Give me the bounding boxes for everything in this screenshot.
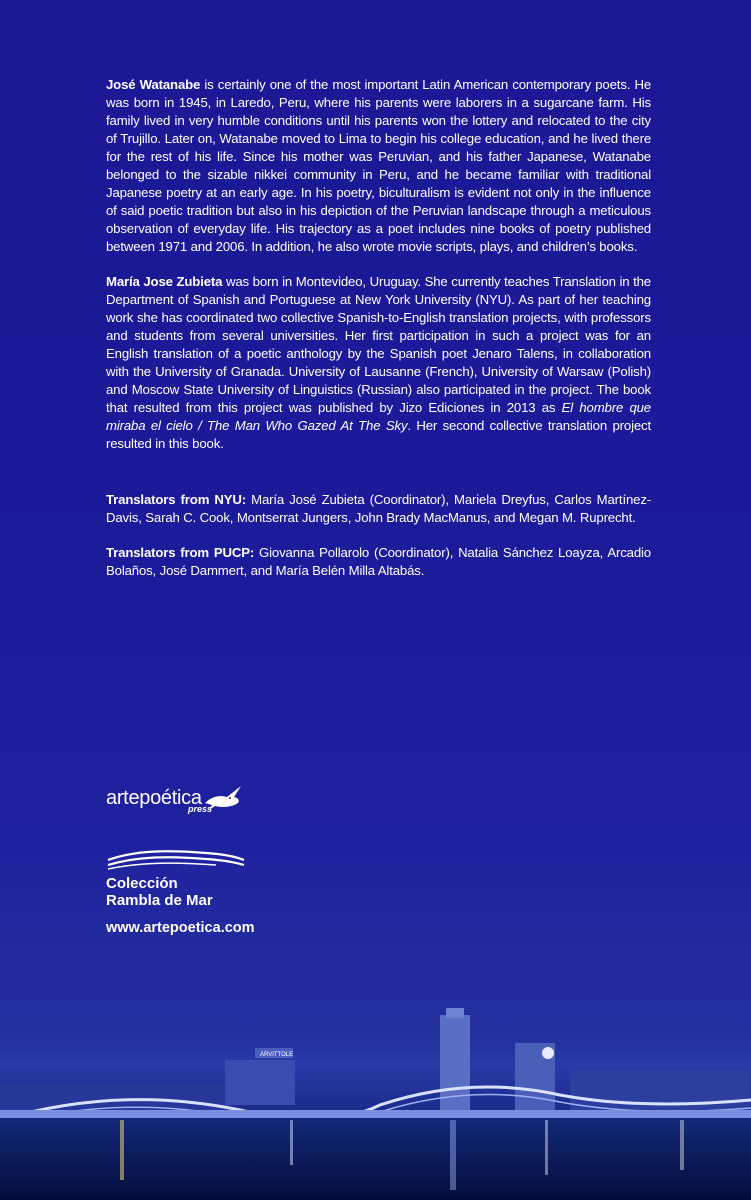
collection-line-2: Rambla de Mar bbox=[106, 892, 213, 909]
translators-nyu bbox=[106, 491, 651, 527]
translators-pucp-label: Translators from PUCP: bbox=[106, 545, 255, 560]
back-cover-text bbox=[106, 76, 651, 597]
zubieta-bio bbox=[106, 273, 651, 453]
publisher-name: artepoética bbox=[106, 787, 202, 809]
watanabe-bio bbox=[106, 76, 651, 256]
zubieta-bio-text: was born in Montevideo, Uruguay. She currently teaches Translation in the Department of Spanish and Portuguese at New York University (NYU). As part of her teaching work she has coordinated two collective Spanish-to-English translation projects, with professors and students from several universities. Her first participation in such a project was for an English translation of a poetic anthology by the Spanish poet Jenaro Talens, in collaboration with the University of Granada. University of Lausanne (French), University of Warsaw (Polish) and Moscow State University of Linguistics (Russian) also participated in the project. The book that resulted from this project was published by Jizo Ediciones in 2013 as bbox=[106, 274, 651, 415]
cityscape-image bbox=[0, 960, 751, 1200]
translators-nyu-label: Translators from NYU: bbox=[106, 492, 247, 507]
collection-block bbox=[106, 848, 246, 909]
building-sign: ARVITTOLE bbox=[260, 1052, 294, 1058]
publisher-logo bbox=[106, 783, 244, 814]
zubieta-name: María Jose Zubieta bbox=[106, 274, 223, 289]
translators-pucp bbox=[106, 544, 651, 580]
website-link[interactable]: www.artepoetica.com bbox=[106, 920, 255, 936]
watanabe-name: José Watanabe bbox=[106, 77, 201, 92]
translators-pucp-names: Giovanna Pollarolo (Coordinator), Natalia Sánchez Loayza, Arcadio Bolaños, José Dammert, and María Belén Milla Altabás. bbox=[106, 545, 651, 578]
translators-nyu-names: María José Zubieta (Coordinator), Mariela Dreyfus, Carlos Martínez-Davis, Sarah C. Cook, Montserrat Jungers, John Brady MacManus, and Megan M. Ruprecht. bbox=[106, 492, 652, 525]
book-title: El hombre que miraba el cielo / The Man Who Gazed At The Sky bbox=[106, 400, 651, 433]
zubieta-bio-text-end: . Her second collective translation project resulted in this book. bbox=[106, 418, 651, 451]
waves-icon bbox=[106, 848, 246, 870]
watanabe-bio-text: is certainly one of the most important Latin American contemporary poets. He was born in 1945, in Laredo, Peru, where his parents were laborers in a sugarcane farm. His family lived in very humble conditions until his parents won the lottery and relocated to the city of Trujillo. Later on, Watanabe moved to Lima to begin his college education, and he lived there for the rest of his life. Since his mother was Peruvian, and his father Japanese, Watanabe belonged to the sizable nikkei community in Peru, and he became familiar with traditional Japanese poetry at an early age. In his poetry, biculturalism is evident not only in the influence of said poetic tradition but also in his depiction of the Peruvian landscape through a meticulous observation of everyday life. His trajectory as a poet includes nine books of poetry published between 1971 and 2006. In addition, he also wrote movie scripts, plays, and children’s books. bbox=[106, 77, 651, 254]
collection-line-1: Colección bbox=[106, 875, 178, 892]
publisher-press: press bbox=[188, 804, 213, 814]
